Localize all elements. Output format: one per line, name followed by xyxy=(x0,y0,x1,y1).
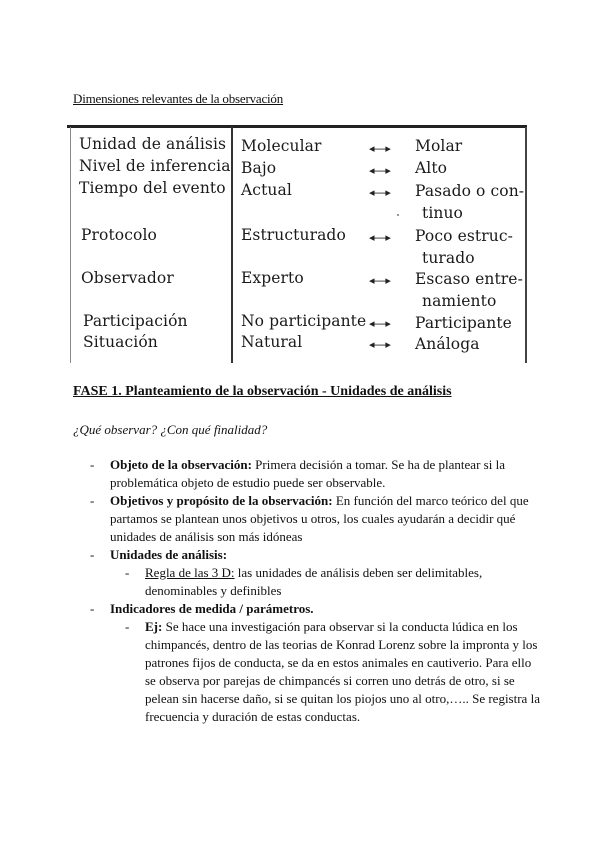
right-pole-cell-continued: tinuo xyxy=(422,204,463,222)
left-pole-cell: Experto xyxy=(241,269,304,287)
sub-list-item xyxy=(73,618,543,726)
double-arrow-icon: ◂----▸ xyxy=(369,274,390,287)
right-pole-cell: Participante xyxy=(415,314,512,332)
example-term: Ej: xyxy=(145,619,163,634)
dimension-cell: Observador xyxy=(81,269,174,287)
rule-term: Regla de las 3 D: xyxy=(145,565,235,580)
item-text: En función del marco teórico del que partamos se plantean unos objetivos u otros, los cuales ayudarán a decidir qué unidades de análisis son más idóneas xyxy=(110,493,529,544)
list-item xyxy=(73,492,543,546)
dash-bullet: - xyxy=(90,547,95,562)
right-pole-cell: Molar xyxy=(415,137,463,155)
left-pole-cell: Molecular xyxy=(241,137,322,155)
right-pole-cell-continued: turado xyxy=(422,249,475,267)
left-pole-cell: Natural xyxy=(241,333,303,351)
table-left-border xyxy=(70,127,71,363)
double-arrow-icon: ◂----▸ xyxy=(369,338,390,351)
sub-item-text: las unidades de análisis deben ser delimitables, denominables y definibles xyxy=(145,565,483,598)
dimension-cell: Nivel de inferencia xyxy=(79,157,231,175)
dimensions-table-scan xyxy=(67,125,527,365)
list-item xyxy=(73,546,543,564)
item-text: Primera decisión a tomar. Se ha de plantear si la problemática objeto de estudio puede ser observable. xyxy=(110,457,505,490)
table-right-border xyxy=(525,127,527,363)
dimension-cell: Tiempo del evento xyxy=(79,179,226,197)
item-term: Objetivos y propósito de la observación: xyxy=(110,493,333,508)
table-top-border xyxy=(67,125,527,128)
dash-bullet: - xyxy=(90,493,95,508)
list-item xyxy=(73,600,543,618)
phase-title: FASE 1. Planteamiento de la observación - Unidades de análisis xyxy=(73,384,452,399)
double-arrow-icon: ◂----▸ xyxy=(369,317,390,330)
list-item xyxy=(73,456,543,492)
right-pole-cell-continued: namiento xyxy=(422,292,497,310)
bullet-list xyxy=(73,456,543,726)
dash-bullet: - xyxy=(90,457,95,472)
dimension-cell: Participación xyxy=(83,312,188,330)
dimension-cell: Protocolo xyxy=(81,226,157,244)
left-pole-cell: Bajo xyxy=(241,159,277,177)
left-pole-cell: Actual xyxy=(241,181,292,199)
right-pole-cell: Pasado o con- xyxy=(415,182,525,200)
left-pole-cell: No participante xyxy=(241,312,367,330)
left-pole-cell: Estructurado xyxy=(241,226,346,244)
right-pole-cell: Escaso entre- xyxy=(415,270,523,288)
section-heading: Dimensiones relevantes de la observación xyxy=(73,91,284,106)
item-term: Unidades de análisis: xyxy=(110,547,228,562)
item-term: Indicadores de medida / parámetros. xyxy=(110,601,314,616)
sub-item-text: Se hace una investigación para observar si la conducta lúdica en los chimpancés, dentro de las teorias de Konrad Lorenz sobre la impronta y los patrones fijos de conducta, se da en estos animales en cautiverio. Para ello se observa por parejas de chimpancés si corren uno detrás de otro, si se pelean sin hacerse daño, si se quitan los piojos uno al otro,….. Se registra la frecuencia y duración de estas conductas. xyxy=(145,619,540,724)
dash-bullet: - xyxy=(125,565,130,580)
item-term: Objeto de la observación: xyxy=(110,457,252,472)
right-pole-cell: Alto xyxy=(415,159,448,177)
double-arrow-icon: ◂----▸ xyxy=(369,186,390,199)
dash-bullet: - xyxy=(90,601,95,616)
dimension-cell: Unidad de análisis xyxy=(79,135,227,153)
dimension-cell: Situación xyxy=(83,333,158,351)
dash-bullet: - xyxy=(125,619,130,634)
double-arrow-icon: ◂----▸ xyxy=(369,142,390,155)
right-pole-cell: Análoga xyxy=(415,335,480,353)
double-arrow-icon: ◂----▸ xyxy=(369,164,390,177)
double-arrow-icon: ◂----▸ xyxy=(369,231,390,244)
sub-list-item xyxy=(73,564,543,600)
table-column-divider xyxy=(231,127,233,363)
guiding-question: ¿Qué observar? ¿Con qué finalidad? xyxy=(73,422,268,437)
scan-speck xyxy=(397,214,399,216)
right-pole-cell: Poco estruc- xyxy=(415,227,513,245)
